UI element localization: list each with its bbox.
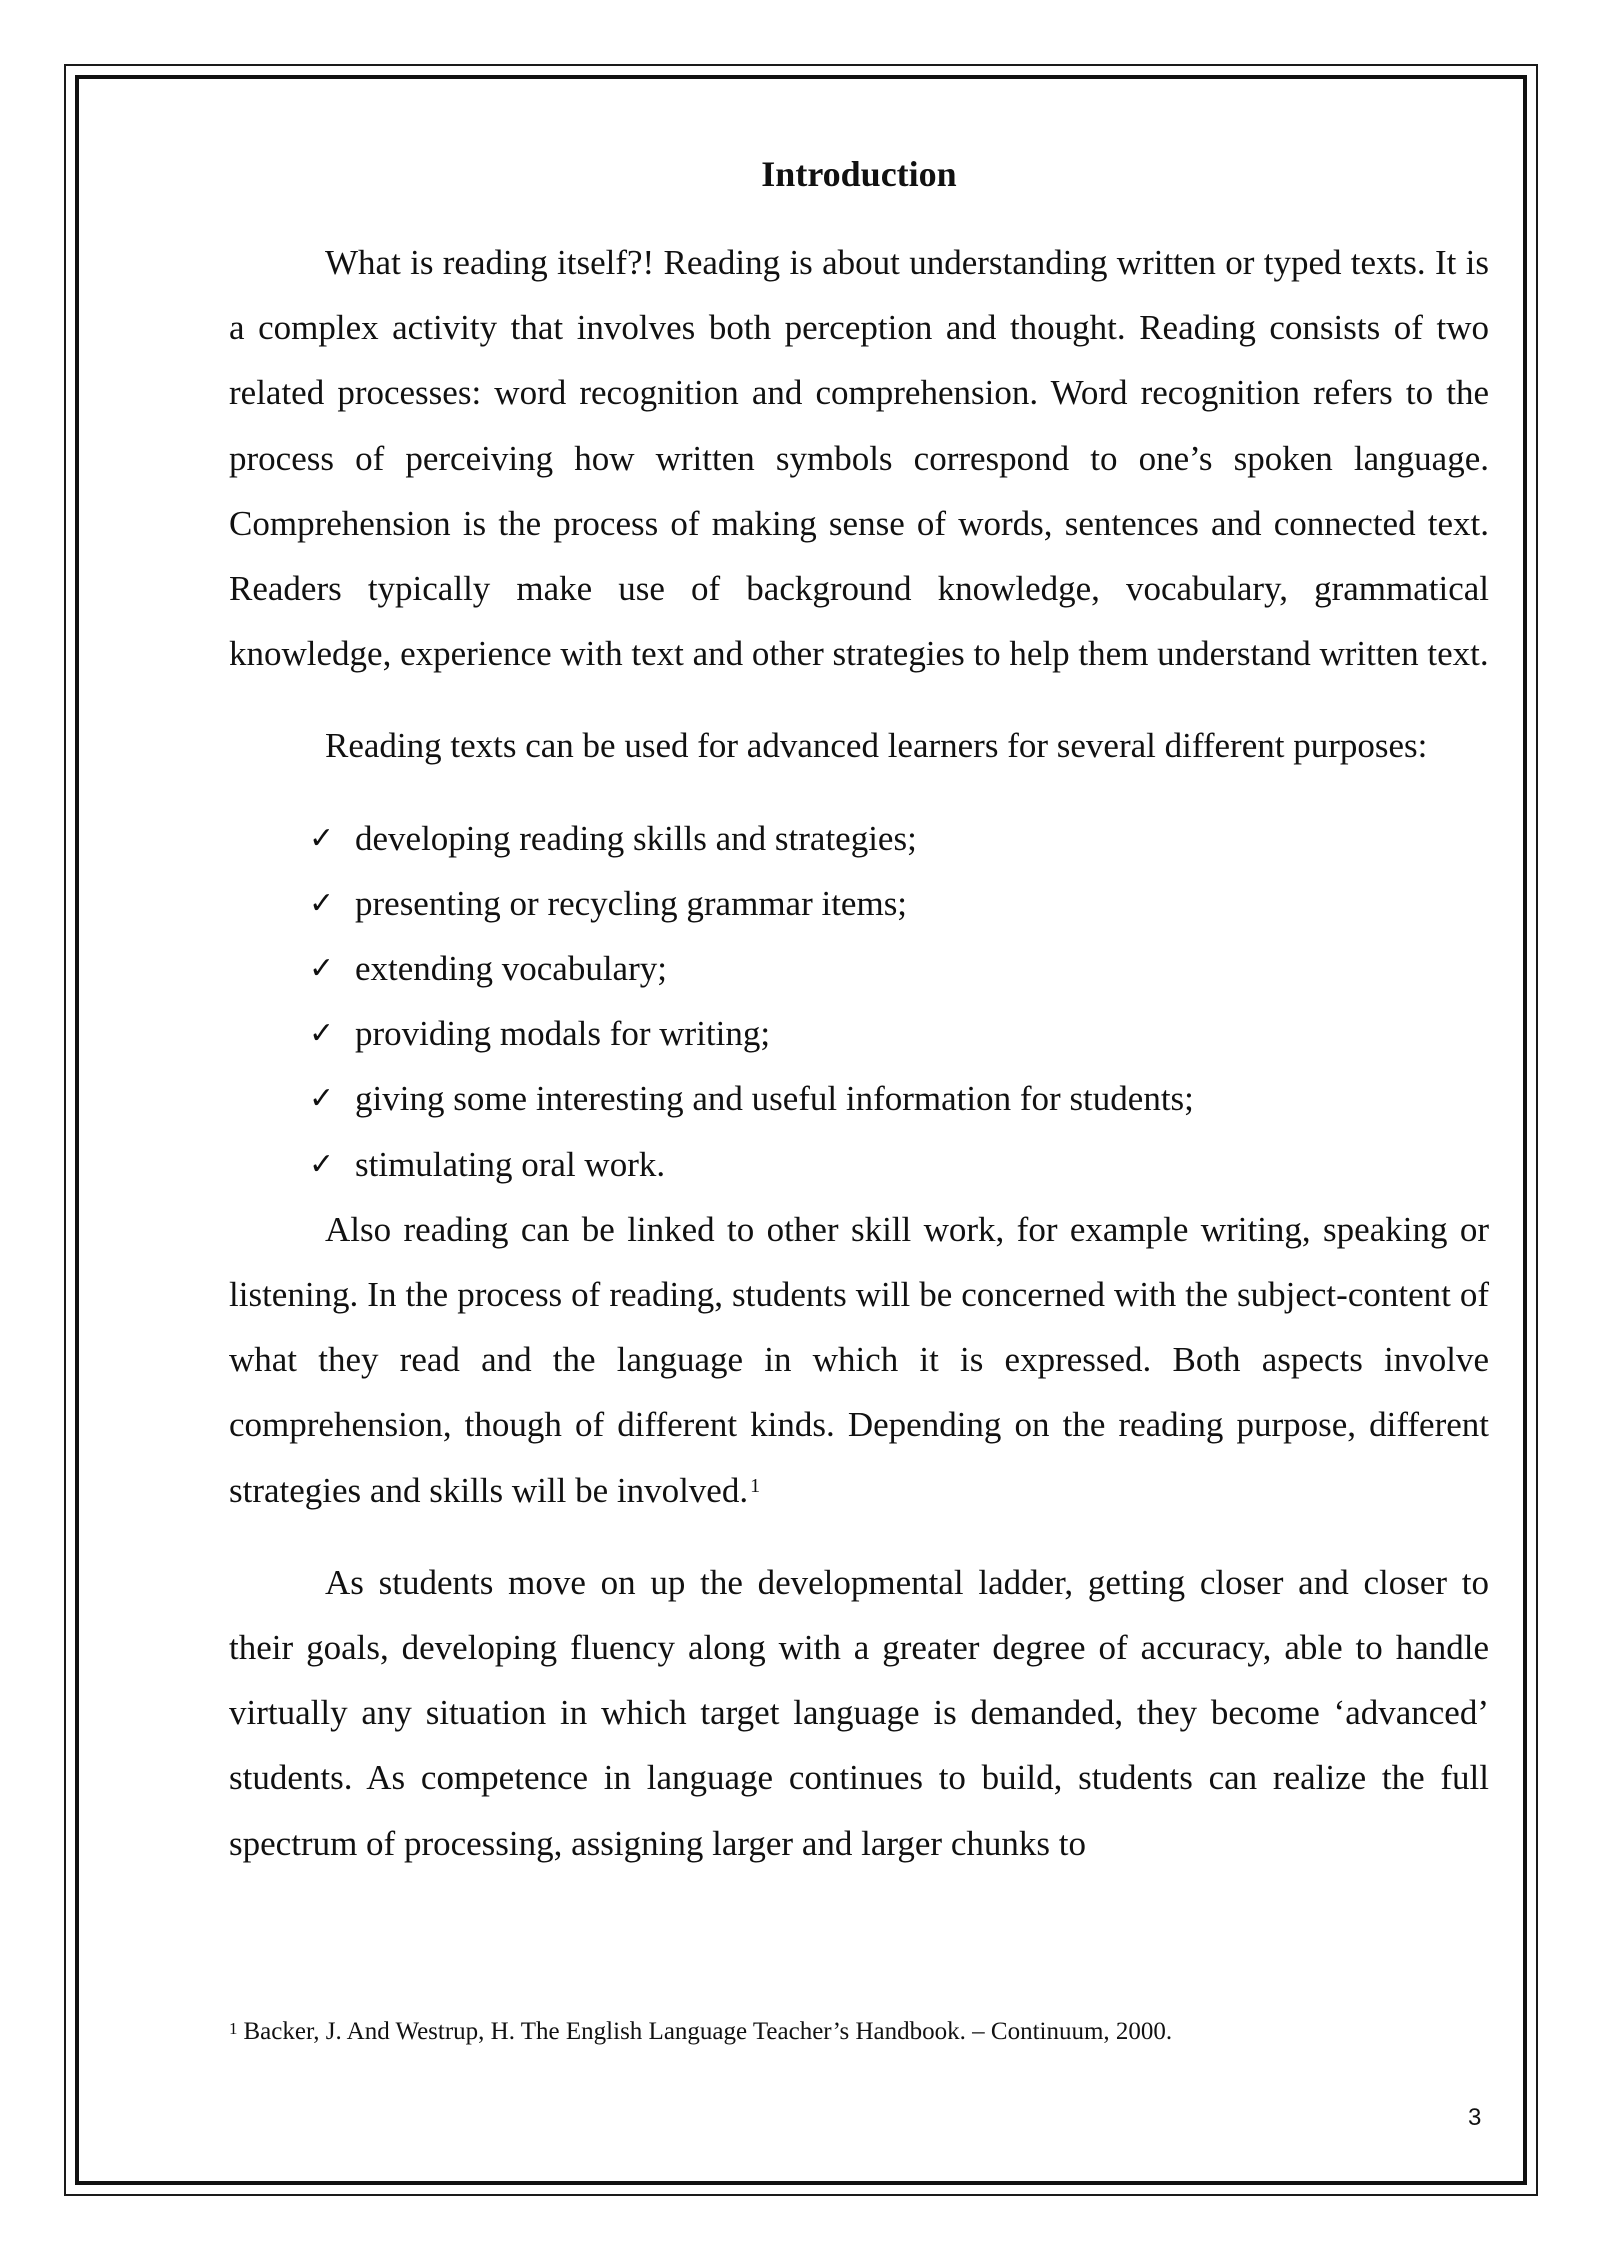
page-number: 3 bbox=[1468, 2104, 1482, 2131]
paragraph-reading-definition: What is reading itself?! Reading is about understanding written or typed texts. It is a complex activity that involves both perception and thought. Reading consists of two related processes: word recognition and comprehension. Word recognition refers to the process of perceiving how written symbols correspond to one’s spoken language. Comprehension is the process of making sense of words, sentences and connected text. Readers typically make use of background knowledge, vocabulary, grammatical knowledge, experience with text and other strategies to help them understand written text. bbox=[229, 243, 1489, 674]
checkmark-icon: ✓ bbox=[309, 885, 335, 921]
purpose-text: developing reading skills and strategies; bbox=[355, 818, 917, 858]
purpose-list-item bbox=[309, 806, 1489, 871]
purpose-list-item bbox=[309, 871, 1489, 936]
page-title: Introduction bbox=[761, 154, 957, 194]
purpose-text: extending vocabulary; bbox=[355, 949, 667, 989]
purpose-list-item bbox=[309, 1066, 1489, 1131]
purpose-list-item bbox=[309, 936, 1489, 1001]
purposes-list bbox=[229, 806, 1489, 1197]
checkmark-icon: ✓ bbox=[309, 820, 335, 856]
footnote bbox=[229, 2015, 1172, 2049]
purpose-text: presenting or recycling grammar items; bbox=[355, 883, 908, 923]
purpose-list-item bbox=[309, 1132, 1489, 1197]
paragraph-skill-linking bbox=[229, 1197, 1489, 1523]
checkmark-icon: ✓ bbox=[309, 1016, 335, 1052]
purpose-text: providing modals for writing; bbox=[355, 1014, 771, 1054]
footnote-reference[interactable]: 1 bbox=[750, 1474, 761, 1497]
page-content bbox=[229, 140, 1489, 1876]
checkmark-icon: ✓ bbox=[309, 1146, 335, 1182]
checkmark-icon: ✓ bbox=[309, 1081, 335, 1117]
paragraph-advanced-students: As students move on up the developmental ladder, getting closer and closer to their goals, developing fluency along with a greater degree of accuracy, able to handle virtually any situation in which target language is demanded, they become ‘advanced’ students. As competence in language continues to build, students can realize the full spectrum of processing, assigning larger and larger chunks to bbox=[229, 1562, 1489, 1863]
purpose-list-item bbox=[309, 1001, 1489, 1066]
footnote-text: Backer, J. And Westrup, H. The English Language Teacher’s Handbook. – Continuum, 2000. bbox=[243, 2018, 1173, 2045]
purpose-text: giving some interesting and useful information for students; bbox=[355, 1079, 1194, 1119]
footnote-number: 1 bbox=[229, 2019, 238, 2038]
paragraph-skill-linking-text: Also reading can be linked to other skill work, for example writing, speaking or listening. In the process of reading, students will be concerned with the subject-content of what they read and the language in which it is expressed. Both aspects involve comprehension, though of different kinds. Depending on the reading purpose, different strategies and skills will be involved. bbox=[229, 1209, 1489, 1510]
purpose-text: stimulating oral work. bbox=[355, 1144, 666, 1184]
paragraph-purposes-intro: Reading texts can be used for advanced learners for several different purposes: bbox=[325, 726, 1428, 766]
checkmark-icon: ✓ bbox=[309, 951, 335, 987]
